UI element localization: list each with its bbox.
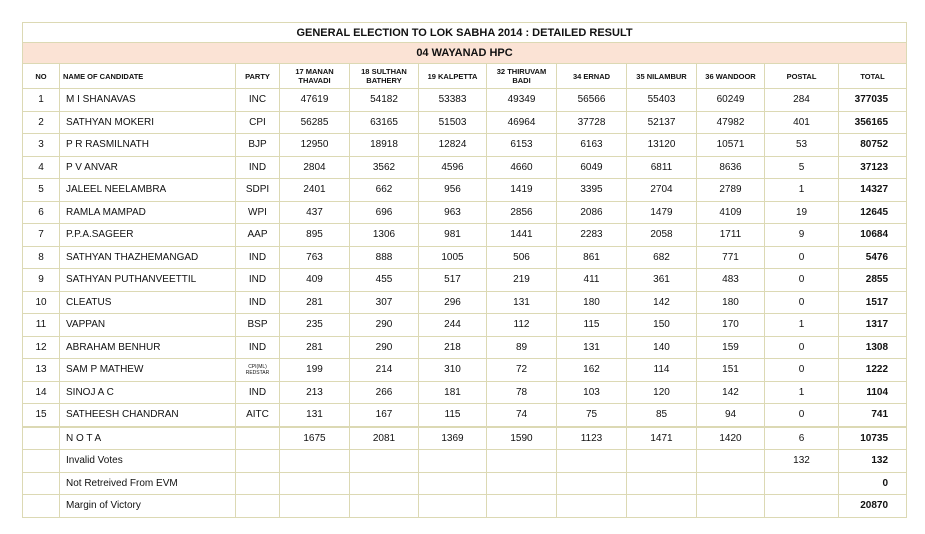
cell-party (236, 450, 280, 473)
cell-v4: 89 (487, 336, 557, 359)
cell-v6: 142 (627, 291, 697, 314)
cell-v1: 763 (280, 246, 350, 269)
subtitle-row (23, 43, 907, 64)
cell-name: CLEATUS (60, 291, 236, 314)
cell-name: VAPPAN (60, 314, 236, 337)
header-ac4: 32 THIRUVAM BADI (487, 64, 557, 89)
cell-v3: 181 (419, 381, 487, 404)
candidate-row (23, 201, 907, 224)
cell-name: P.P.A.SAGEER (60, 224, 236, 247)
candidate-row (23, 336, 907, 359)
cell-v6: 150 (627, 314, 697, 337)
cell-v5: 180 (557, 291, 627, 314)
cell-v1: 235 (280, 314, 350, 337)
cell-no (23, 427, 60, 450)
cell-v2: 167 (350, 404, 419, 427)
cell-total: 132 (839, 450, 907, 473)
cell-no: 11 (23, 314, 60, 337)
cell-no (23, 495, 60, 518)
cell-party: AAP (236, 224, 280, 247)
cell-name: N O T A (60, 427, 236, 450)
cell-total: 1104 (839, 381, 907, 404)
header-ac7: 36 WANDOOR (697, 64, 765, 89)
cell-postal: 0 (765, 404, 839, 427)
cell-v7: 771 (697, 246, 765, 269)
cell-total: 10684 (839, 224, 907, 247)
cell-no: 14 (23, 381, 60, 404)
header-postal: POSTAL (765, 64, 839, 89)
header-ac3: 19 KALPETTA (419, 64, 487, 89)
cell-v1: 437 (280, 201, 350, 224)
cell-v6: 1471 (627, 427, 697, 450)
cell-name: Margin of Victory (60, 495, 236, 518)
cell-v2: 3562 (350, 156, 419, 179)
cell-no: 13 (23, 359, 60, 382)
cell-postal: 5 (765, 156, 839, 179)
cell-v2: 455 (350, 269, 419, 292)
cell-v5: 37728 (557, 111, 627, 134)
cell-v3: 51503 (419, 111, 487, 134)
cell-total: 14327 (839, 179, 907, 202)
cell-postal: 53 (765, 134, 839, 157)
cell-name: JALEEL NEELAMBRA (60, 179, 236, 202)
title-row (23, 23, 907, 43)
cell-v5: 861 (557, 246, 627, 269)
cell-v7: 60249 (697, 89, 765, 112)
cell-party (236, 427, 280, 450)
cell-v4 (487, 472, 557, 495)
cell-v6: 55403 (627, 89, 697, 112)
header-row (23, 64, 907, 89)
cell-v6: 361 (627, 269, 697, 292)
cell-no: 8 (23, 246, 60, 269)
cell-v7 (697, 472, 765, 495)
cell-v1: 2401 (280, 179, 350, 202)
cell-v7: 159 (697, 336, 765, 359)
header-ac2: 18 SULTHAN BATHERY (350, 64, 419, 89)
cell-name: P R RASMILNATH (60, 134, 236, 157)
candidate-row (23, 111, 907, 134)
cell-no: 3 (23, 134, 60, 157)
cell-total: 10735 (839, 427, 907, 450)
cell-v7: 8636 (697, 156, 765, 179)
cell-v7 (697, 450, 765, 473)
cell-total: 1317 (839, 314, 907, 337)
header-ac6: 35 NILAMBUR (627, 64, 697, 89)
cell-v1 (280, 450, 350, 473)
cell-v1: 47619 (280, 89, 350, 112)
cell-v4: 506 (487, 246, 557, 269)
cell-postal: 0 (765, 269, 839, 292)
cell-v4: 49349 (487, 89, 557, 112)
cell-v2: 63165 (350, 111, 419, 134)
cell-v2: 290 (350, 314, 419, 337)
cell-v4 (487, 495, 557, 518)
cell-v5: 75 (557, 404, 627, 427)
cell-total: 1222 (839, 359, 907, 382)
cell-v3: 963 (419, 201, 487, 224)
cell-postal: 1 (765, 179, 839, 202)
cell-v5: 56566 (557, 89, 627, 112)
cell-total: 2855 (839, 269, 907, 292)
cell-v3: 956 (419, 179, 487, 202)
cell-v6: 114 (627, 359, 697, 382)
cell-v2: 54182 (350, 89, 419, 112)
cell-v2 (350, 472, 419, 495)
cell-v2 (350, 450, 419, 473)
cell-v5 (557, 472, 627, 495)
cell-v7: 2789 (697, 179, 765, 202)
cell-no: 9 (23, 269, 60, 292)
nota-row (23, 427, 907, 450)
cell-no (23, 472, 60, 495)
cell-total: 12645 (839, 201, 907, 224)
cell-v5: 2283 (557, 224, 627, 247)
cell-name: SATHYAN THAZHEMANGAD (60, 246, 236, 269)
cell-v2: 696 (350, 201, 419, 224)
cell-v2: 266 (350, 381, 419, 404)
cell-v3 (419, 450, 487, 473)
cell-no: 12 (23, 336, 60, 359)
cell-v5 (557, 495, 627, 518)
cell-v7: 142 (697, 381, 765, 404)
header-party: PARTY (236, 64, 280, 89)
cell-v4: 6153 (487, 134, 557, 157)
cell-v6: 1479 (627, 201, 697, 224)
cell-name: SATHYAN MOKERI (60, 111, 236, 134)
cell-postal: 284 (765, 89, 839, 112)
cell-postal (765, 495, 839, 518)
cell-v6: 120 (627, 381, 697, 404)
cell-no: 6 (23, 201, 60, 224)
cell-v6: 140 (627, 336, 697, 359)
cell-total: 0 (839, 472, 907, 495)
cell-name: SAM P MATHEW (60, 359, 236, 382)
election-result-table (22, 22, 907, 518)
cell-name: SINOJ A C (60, 381, 236, 404)
cell-v5: 1123 (557, 427, 627, 450)
cell-postal (765, 472, 839, 495)
candidate-row (23, 179, 907, 202)
cell-v6: 52137 (627, 111, 697, 134)
constituency-title: 04 WAYANAD HPC (23, 43, 907, 64)
margin-row (23, 495, 907, 518)
cell-v4: 131 (487, 291, 557, 314)
cell-v2: 18918 (350, 134, 419, 157)
cell-total: 37123 (839, 156, 907, 179)
cell-total: 377035 (839, 89, 907, 112)
cell-v7: 180 (697, 291, 765, 314)
cell-v4: 1441 (487, 224, 557, 247)
cell-v5: 162 (557, 359, 627, 382)
cell-postal: 0 (765, 336, 839, 359)
header-total: TOTAL (839, 64, 907, 89)
header-no: NO (23, 64, 60, 89)
cell-v4: 112 (487, 314, 557, 337)
cell-postal: 132 (765, 450, 839, 473)
candidate-row (23, 156, 907, 179)
cell-v1: 12950 (280, 134, 350, 157)
cell-no: 1 (23, 89, 60, 112)
cell-v1: 1675 (280, 427, 350, 450)
cell-v6: 2058 (627, 224, 697, 247)
cell-v6: 2704 (627, 179, 697, 202)
cell-party: WPI (236, 201, 280, 224)
cell-total: 1308 (839, 336, 907, 359)
cell-name: ABRAHAM BENHUR (60, 336, 236, 359)
cell-v1: 281 (280, 291, 350, 314)
cell-v3 (419, 495, 487, 518)
cell-v7: 94 (697, 404, 765, 427)
cell-party: IND (236, 336, 280, 359)
cell-v6: 85 (627, 404, 697, 427)
cell-v3 (419, 472, 487, 495)
cell-postal: 1 (765, 381, 839, 404)
cell-party: BJP (236, 134, 280, 157)
candidate-row (23, 246, 907, 269)
cell-no: 2 (23, 111, 60, 134)
cell-party: CPI(ML) REDSTAR (236, 359, 280, 382)
cell-total: 5476 (839, 246, 907, 269)
candidate-row (23, 224, 907, 247)
cell-v2: 2081 (350, 427, 419, 450)
cell-v4: 72 (487, 359, 557, 382)
cell-name: Invalid Votes (60, 450, 236, 473)
cell-total: 20870 (839, 495, 907, 518)
cell-v3: 244 (419, 314, 487, 337)
cell-v5: 103 (557, 381, 627, 404)
cell-v4: 1419 (487, 179, 557, 202)
cell-v6 (627, 450, 697, 473)
cell-party: BSP (236, 314, 280, 337)
header-ac1: 17 MANAN THAVADI (280, 64, 350, 89)
cell-v5 (557, 450, 627, 473)
cell-postal: 401 (765, 111, 839, 134)
candidate-row (23, 404, 907, 427)
cell-v3: 1369 (419, 427, 487, 450)
invalid-votes-row (23, 450, 907, 473)
cell-total: 356165 (839, 111, 907, 134)
cell-v2: 214 (350, 359, 419, 382)
cell-no: 15 (23, 404, 60, 427)
cell-v2 (350, 495, 419, 518)
cell-v6: 682 (627, 246, 697, 269)
cell-v7 (697, 495, 765, 518)
cell-name: SATHYAN PUTHANVEETTIL (60, 269, 236, 292)
cell-v4: 1590 (487, 427, 557, 450)
cell-v1: 56285 (280, 111, 350, 134)
candidate-row (23, 359, 907, 382)
cell-postal: 6 (765, 427, 839, 450)
cell-v7: 170 (697, 314, 765, 337)
candidate-row (23, 89, 907, 112)
cell-v4: 46964 (487, 111, 557, 134)
cell-party: CPI (236, 111, 280, 134)
cell-v1: 895 (280, 224, 350, 247)
not-retrieved-row (23, 472, 907, 495)
cell-total: 80752 (839, 134, 907, 157)
cell-v7: 4109 (697, 201, 765, 224)
header-ac5: 34 ERNAD (557, 64, 627, 89)
cell-v6: 6811 (627, 156, 697, 179)
cell-v3: 4596 (419, 156, 487, 179)
candidate-row (23, 134, 907, 157)
cell-name: M I SHANAVAS (60, 89, 236, 112)
cell-v2: 1306 (350, 224, 419, 247)
cell-v2: 662 (350, 179, 419, 202)
cell-party: IND (236, 156, 280, 179)
cell-v2: 307 (350, 291, 419, 314)
cell-v1 (280, 472, 350, 495)
cell-v3: 1005 (419, 246, 487, 269)
cell-no: 10 (23, 291, 60, 314)
cell-v1: 409 (280, 269, 350, 292)
cell-v5: 411 (557, 269, 627, 292)
cell-party: SDPI (236, 179, 280, 202)
cell-v7: 10571 (697, 134, 765, 157)
cell-v3: 981 (419, 224, 487, 247)
cell-v5: 131 (557, 336, 627, 359)
cell-v5: 6163 (557, 134, 627, 157)
cell-total: 1517 (839, 291, 907, 314)
cell-v1: 199 (280, 359, 350, 382)
cell-v1 (280, 495, 350, 518)
cell-postal: 0 (765, 246, 839, 269)
cell-v3: 296 (419, 291, 487, 314)
cell-no: 5 (23, 179, 60, 202)
cell-v5: 6049 (557, 156, 627, 179)
cell-v1: 281 (280, 336, 350, 359)
cell-party: IND (236, 381, 280, 404)
header-name: NAME OF CANDIDATE (60, 64, 236, 89)
cell-v2: 888 (350, 246, 419, 269)
cell-postal: 0 (765, 359, 839, 382)
cell-v4: 2856 (487, 201, 557, 224)
cell-name: P V ANVAR (60, 156, 236, 179)
cell-postal: 19 (765, 201, 839, 224)
cell-postal: 0 (765, 291, 839, 314)
cell-v5: 115 (557, 314, 627, 337)
cell-party: IND (236, 291, 280, 314)
cell-total: 741 (839, 404, 907, 427)
candidate-row (23, 381, 907, 404)
cell-v6: 13120 (627, 134, 697, 157)
cell-v1: 213 (280, 381, 350, 404)
cell-v2: 290 (350, 336, 419, 359)
cell-party: INC (236, 89, 280, 112)
cell-v3: 115 (419, 404, 487, 427)
cell-postal: 1 (765, 314, 839, 337)
cell-v6 (627, 495, 697, 518)
cell-name: Not Retreived From EVM (60, 472, 236, 495)
cell-v4 (487, 450, 557, 473)
cell-postal: 9 (765, 224, 839, 247)
cell-v7: 1420 (697, 427, 765, 450)
cell-party: IND (236, 246, 280, 269)
cell-no (23, 450, 60, 473)
cell-v5: 3395 (557, 179, 627, 202)
cell-v6 (627, 472, 697, 495)
cell-v7: 151 (697, 359, 765, 382)
cell-v7: 47982 (697, 111, 765, 134)
cell-v7: 483 (697, 269, 765, 292)
cell-name: RAMLA MAMPAD (60, 201, 236, 224)
cell-v1: 131 (280, 404, 350, 427)
cell-party (236, 495, 280, 518)
candidate-row (23, 269, 907, 292)
cell-name: SATHEESH CHANDRAN (60, 404, 236, 427)
cell-v1: 2804 (280, 156, 350, 179)
cell-party: IND (236, 269, 280, 292)
cell-v4: 4660 (487, 156, 557, 179)
cell-v3: 53383 (419, 89, 487, 112)
cell-party (236, 472, 280, 495)
cell-v3: 517 (419, 269, 487, 292)
candidate-row (23, 314, 907, 337)
cell-v4: 219 (487, 269, 557, 292)
cell-party: AITC (236, 404, 280, 427)
cell-v3: 12824 (419, 134, 487, 157)
cell-no: 7 (23, 224, 60, 247)
cell-v4: 74 (487, 404, 557, 427)
cell-v5: 2086 (557, 201, 627, 224)
cell-v3: 310 (419, 359, 487, 382)
cell-v3: 218 (419, 336, 487, 359)
cell-no: 4 (23, 156, 60, 179)
cell-v4: 78 (487, 381, 557, 404)
table-title: GENERAL ELECTION TO LOK SABHA 2014 : DETAILED RESULT (23, 23, 907, 43)
cell-v7: 1711 (697, 224, 765, 247)
candidate-row (23, 291, 907, 314)
